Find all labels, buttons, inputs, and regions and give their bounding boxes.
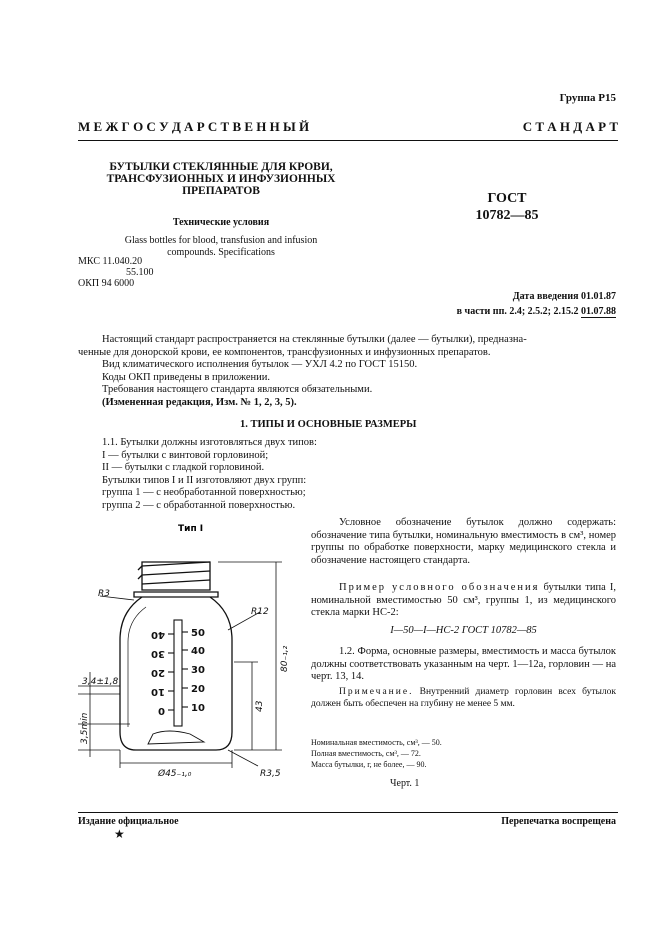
banner-word-standard: С Т А Н Д А Р Т	[522, 119, 618, 134]
scale-label: 20	[151, 667, 165, 678]
banner-word-interstate: М Е Ж Г О С У Д А Р С Т В Е Н Н Ы Й	[78, 119, 310, 134]
effective-date: Дата введения 01.01.87	[512, 291, 616, 302]
section-title: 1. ТИПЫ И ОСНОВНЫЕ РАЗМЕРЫ	[240, 419, 417, 430]
title-ru-line: ПРЕПАРАТОВ	[182, 185, 260, 197]
radius-r3: R3	[98, 589, 110, 599]
gost-label: ГОСТ	[487, 191, 527, 206]
classification-codes	[78, 256, 154, 289]
section-line: II — бутылки с гладкой горловиной.	[102, 462, 265, 473]
intro-line: Настоящий стандарт распространяется на стеклянные бутылки (далее — бутылки), предназна-	[102, 334, 527, 345]
section1-list	[78, 437, 378, 512]
title-en-line: Glass bottles for blood, transfusion and infusion	[124, 235, 318, 246]
intro-line: Коды ОКП приведены в приложении.	[102, 371, 271, 383]
group-code: Группа Р15	[559, 92, 616, 104]
spec-line: Масса бутылки, г, не более, — 90.	[311, 760, 427, 769]
height-43: 43	[255, 700, 265, 712]
note-text: Внутренний диаметр горловин всех бутылок должен быть обеспечен на глубину не менее 5 мм.	[311, 687, 616, 709]
amendment-note: (Измененная редакция, Изм. № 1, 2, 3, 5).	[102, 396, 297, 408]
scale-label: 40	[151, 629, 165, 640]
scale-labels-right	[191, 628, 205, 714]
partial-effective-date	[340, 304, 616, 319]
star-icon: ★	[114, 827, 125, 841]
partial-date-prefix: в части пп. 2.4; 2.5.2; 2.15.2	[456, 306, 581, 317]
bottle-neck	[134, 562, 218, 597]
code-line: ОКП 94 6000	[78, 278, 135, 289]
dim-3-4: 3,4±1,8	[82, 677, 119, 687]
official-edition: Издание официальное	[78, 816, 179, 827]
bottle-specs	[311, 737, 442, 770]
top-rule	[78, 140, 618, 141]
title-ru	[104, 161, 338, 197]
spec-line: Номинальная вместимость, см³, — 50.	[311, 738, 442, 747]
code-line: 55.100	[126, 267, 154, 278]
section-line: I — бутылки с винтовой горловиной;	[102, 449, 269, 461]
scale-labels-left	[151, 629, 165, 716]
gost-number: 10782—85	[475, 208, 539, 223]
gost-designation	[462, 190, 552, 224]
scale-label: 0	[158, 705, 165, 716]
intro-line: Вид климатического исполнения бутылок — УХЛ 4.2 по ГОСТ 15150.	[102, 359, 418, 370]
intro-block	[78, 334, 618, 409]
clause-1-2	[311, 646, 616, 684]
tech-conditions: Технические условия	[172, 217, 270, 228]
example-paragraph	[311, 582, 616, 620]
scale-label: 10	[191, 703, 205, 714]
section-line: Бутылки типов I и II изготовляют двух групп:	[102, 474, 307, 486]
example-text: бутылки типа I, номинальной вместимостью 50 см³, группы 1, из медицинского стекла марки НС-2:	[311, 582, 616, 618]
type-label: Тип I	[178, 524, 204, 534]
height-80: 80₋₁,₂	[280, 645, 290, 672]
title-en-line: compounds. Specifications	[167, 247, 275, 258]
standard-banner	[78, 119, 618, 135]
intro-line: Требования настоящего стандарта являются обязательными.	[102, 384, 373, 395]
scale-label: 30	[191, 665, 205, 676]
scale-label: 40	[191, 646, 205, 657]
title-ru-line: ТРАНСФУЗИОННЫХ И ИНФУЗИОННЫХ	[106, 173, 336, 185]
diameter-45: Ø45₋₁,₀	[158, 769, 192, 779]
scale-label: 30	[151, 648, 165, 659]
graduation-scale	[168, 620, 188, 726]
radius-r12: R12	[251, 607, 269, 617]
radius-r3-5: R3,5	[260, 769, 281, 779]
reprint-prohibited: Перепечатка воспрещена	[501, 816, 616, 827]
section-line: группа 1 — с необработанной поверхностью;	[102, 487, 306, 498]
figure-caption: Черт. 1	[390, 778, 420, 789]
bottle-drawing	[78, 522, 308, 782]
scale-label: 10	[151, 686, 165, 697]
section-line: группа 2 — с обработанной поверхностью.	[102, 499, 296, 511]
scale-label: 20	[191, 684, 205, 695]
designation-paragraph	[311, 517, 616, 567]
note-paragraph	[311, 686, 616, 710]
clause-text: 1.2. Форма, основные размеры, вместимость и масса бутылок должны соответствовать указанным на черт. 1—12а, горловин — на черт. 13, 14.	[311, 646, 616, 682]
scale-label: 50	[191, 628, 205, 639]
effective-dates	[340, 289, 616, 319]
section-line: 1.1. Бутылки должны изготовляться двух типов:	[102, 437, 317, 448]
bottom-rule	[78, 812, 618, 813]
code-line: МКС 11.040.20	[78, 256, 143, 267]
partial-date-value: 01.07.88	[581, 306, 616, 317]
dim-3-5-min: 3,5min	[80, 712, 90, 744]
example-designation: I—50—I—НС-2 ГОСТ 10782—85	[390, 625, 537, 636]
title-ru-line: БУТЫЛКИ СТЕКЛЯННЫЕ ДЛЯ КРОВИ,	[109, 161, 333, 173]
intro-line: ченные для донорской крови, ее компонентов, трансфузионных и инфузионных препаратов.	[78, 346, 491, 358]
example-heading: Пример условного обозначения	[339, 582, 540, 593]
note-heading: Примечание.	[339, 687, 414, 697]
designation-text: Условное обозначение бутылок должно содержать: обозначение типа бутылки, номинальную вместимость в см³, номер группы по обработке поверхности, марку медицинского стекла и обозначение настоящего стандарта.	[311, 517, 616, 566]
spec-line: Полная вместимость, см³, — 72.	[311, 749, 421, 758]
